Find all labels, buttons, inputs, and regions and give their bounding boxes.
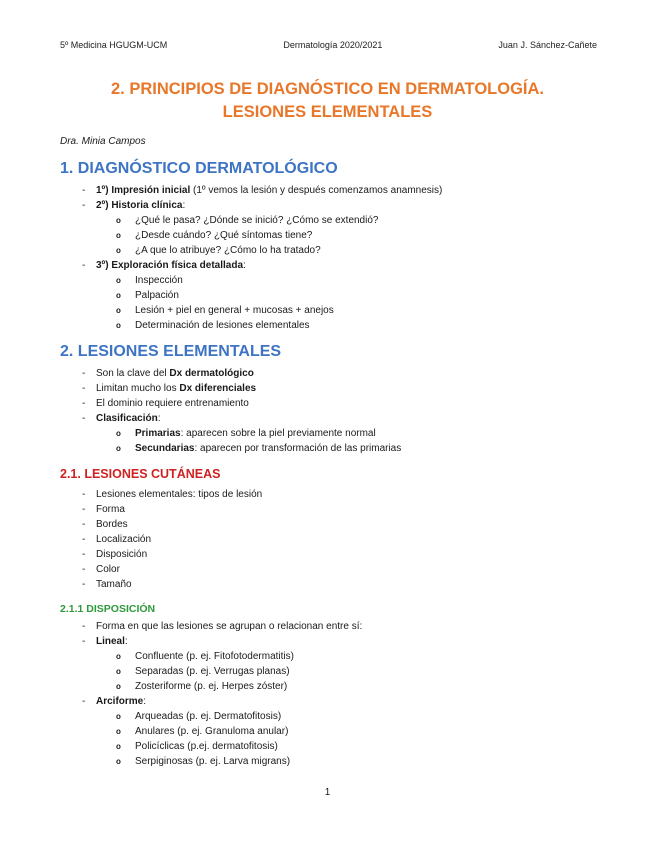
bullet-dash: - — [82, 564, 86, 575]
item-text: (1º vemos la lesión y después comenzamos anamnesis) — [190, 185, 443, 196]
bold-text: Dx diferenciales — [179, 383, 257, 394]
sub-list-item: Lesión + piel en general + mucosas + anejos — [135, 305, 334, 316]
sub-list-item: Palpación — [135, 290, 179, 301]
list-item: Tamaño — [96, 579, 132, 590]
bullet-dash: - — [82, 260, 86, 271]
list-item — [96, 366, 254, 381]
bullet-dash: - — [82, 398, 86, 409]
item-text: Son la clave del — [96, 368, 170, 379]
sub-list-item: Confluente (p. ej. Fitofotodermatitis) — [135, 651, 294, 662]
bullet-dash: - — [82, 200, 86, 211]
bold-text: 3º) Exploración física detallada — [96, 260, 244, 271]
bullet-circle: o — [116, 667, 121, 676]
sub-list-item: Anulares (p. ej. Granuloma anular) — [135, 726, 289, 737]
sub-list-item: Policíclicas (p.ej. dermatofitosis) — [135, 741, 278, 752]
header-author: Juan J. Sánchez-Cañete — [498, 40, 597, 50]
section-2-1-1-heading: 2.1.1 DISPOSICIÓN — [60, 603, 156, 615]
bold-text: 1º) Impresión inicial — [96, 185, 191, 196]
bullet-circle: o — [116, 306, 121, 315]
section-1-heading: 1. DIAGNÓSTICO DERMATOLÓGICO — [60, 160, 338, 177]
sub-list-item — [135, 426, 376, 441]
section-2-1-heading: 2.1. LESIONES CUTÁNEAS — [60, 467, 221, 481]
sub-list-item — [135, 441, 401, 456]
sub-list-item: ¿Desde cuándo? ¿Qué síntomas tiene? — [135, 230, 313, 241]
sub-list-item: ¿A que lo atribuye? ¿Cómo lo ha tratado? — [135, 245, 321, 256]
list-item: Localización — [96, 534, 152, 545]
bold-text: Lineal — [96, 636, 125, 647]
bullet-circle: o — [116, 682, 121, 691]
bold-text: 2º) Historia clínica — [96, 200, 183, 211]
list-item: Disposición — [96, 549, 148, 560]
bullet-circle: o — [116, 291, 121, 300]
bullet-dash: - — [82, 519, 86, 530]
list-item: Forma — [96, 504, 125, 515]
bullet-dash: - — [82, 549, 86, 560]
header-subject: Dermatología 2020/2021 — [283, 40, 383, 50]
bullet-circle: o — [116, 727, 121, 736]
bullet-circle: o — [116, 321, 121, 330]
list-item: Color — [96, 564, 120, 575]
list-item: Lesiones elementales: tipos de lesión — [96, 489, 263, 500]
item-text: : — [243, 260, 246, 271]
list-item — [96, 198, 185, 213]
bullet-circle: o — [116, 444, 121, 453]
list-item — [96, 258, 246, 273]
bullet-dash: - — [82, 368, 86, 379]
list-item: El dominio requiere entrenamiento — [96, 398, 249, 409]
header-course: 5º Medicina HGUGM-UCM — [60, 40, 168, 50]
bullet-dash: - — [82, 579, 86, 590]
bullet-circle: o — [116, 276, 121, 285]
page-header — [60, 40, 597, 50]
sub-list-item: ¿Qué le pasa? ¿Dónde se inició? ¿Cómo se extendió? — [135, 215, 379, 226]
bullet-dash: - — [82, 621, 86, 632]
item-text: : aparecen sobre la piel previamente normal — [180, 428, 376, 439]
sub-list-item: Separadas (p. ej. Verrugas planas) — [135, 666, 290, 677]
list-item — [96, 411, 160, 426]
item-text: : — [157, 413, 161, 424]
section-2-heading: 2. LESIONES ELEMENTALES — [60, 343, 282, 360]
list-item: Bordes — [96, 519, 128, 530]
document-title — [0, 78, 655, 124]
bullet-dash: - — [82, 413, 86, 424]
bullet-circle: o — [116, 652, 121, 661]
bullet-dash: - — [82, 636, 86, 647]
bullet-dash: - — [82, 185, 86, 196]
item-text: : — [143, 696, 147, 707]
author-name: Dra. Minia Campos — [60, 136, 146, 147]
bullet-circle: o — [116, 231, 121, 240]
bold-text: Clasificación — [96, 413, 158, 424]
bullet-circle: o — [116, 246, 121, 255]
bold-text: Arciforme — [96, 696, 144, 707]
list-item — [96, 694, 146, 709]
bullet-circle: o — [116, 216, 121, 225]
item-text: Limitan mucho los — [96, 383, 180, 394]
title-line-1: 2. PRINCIPIOS DE DIAGNÓSTICO EN DERMATOLOGÍA. — [110, 80, 544, 98]
sub-list-item: Arqueadas (p. ej. Dermatofitosis) — [135, 711, 282, 722]
list-item — [96, 183, 442, 198]
bullet-circle: o — [116, 757, 121, 766]
bullet-dash: - — [82, 534, 86, 545]
title-line-2: LESIONES ELEMENTALES — [222, 103, 433, 121]
list-item — [96, 634, 128, 649]
sub-list-item: Zosteriforme (p. ej. Herpes zóster) — [135, 681, 288, 692]
bullet-dash: - — [82, 504, 86, 515]
bullet-dash: - — [82, 489, 86, 500]
item-text: : aparecen por transformación de las primarias — [194, 443, 402, 454]
sub-list-item: Inspección — [135, 275, 183, 286]
bullet-circle: o — [116, 712, 121, 721]
sub-list-item: Serpiginosas (p. ej. Larva migrans) — [135, 756, 291, 767]
item-text: : — [182, 200, 186, 211]
item-text: : — [124, 636, 128, 647]
bullet-dash: - — [82, 696, 86, 707]
list-item — [96, 381, 256, 396]
bold-text: Primarias — [135, 428, 181, 439]
sub-list-item: Determinación de lesiones elementales — [135, 320, 310, 331]
bullet-circle: o — [116, 742, 121, 751]
bold-text: Secundarias — [135, 443, 195, 454]
list-item: Forma en que las lesiones se agrupan o relacionan entre sí: — [96, 621, 363, 632]
bullet-dash: - — [82, 383, 86, 394]
page-number: 1 — [324, 787, 331, 798]
bullet-circle: o — [116, 429, 121, 438]
bold-text: Dx dermatológico — [169, 368, 254, 379]
